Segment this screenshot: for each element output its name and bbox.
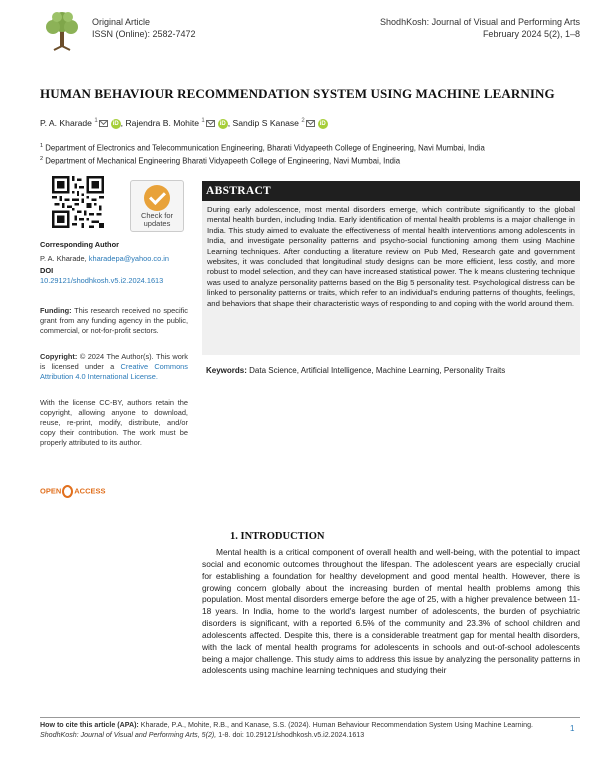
open-access-badge: OPEN ACCESS bbox=[40, 485, 106, 498]
footer-divider bbox=[40, 717, 580, 718]
page-header bbox=[40, 8, 580, 52]
issue-info: February 2024 5(2), 1–8 bbox=[482, 29, 580, 39]
author-name: Rajendra B. Mohite bbox=[125, 118, 200, 128]
author-name: Sandip S Kanase bbox=[232, 118, 299, 128]
abstract-box bbox=[202, 181, 580, 355]
license-link[interactable]: Creative Commons Attribution 4.0 International License. bbox=[40, 362, 188, 381]
corresponding-author: Corresponding Author P. A. Kharade, kharadepa@yahoo.co.in bbox=[40, 240, 170, 263]
doi-block: DOI 10.29121/shodhkosh.v5.i2.2024.1613 bbox=[40, 266, 188, 286]
email-icon[interactable] bbox=[206, 120, 215, 127]
abstract-text: During early adolescence, most mental disorders emerge, which contribute significantly to the global mental health burden, including India. Early identification of mental health problems is a major challenge in India. This study aimed to evaluate the effectiveness of mental health interventions among adolescents in India, and investigate personality patterns and psycho-social functioning among them using Machine Learning techniques. After conducting a literature review on Pub Med, Research gate and government websites, it was concluded that longitudinal study designs can be more efficient, less costly, and more robust to model selection, and they can have increased statistical power. The k means clustering technique was used to analyze personality patterns based on the Big 5 personality test. Psychological distress can be linked to personality patterns or traits, which refer to an individual's enduring patterns of thoughts, feelings, and behaviors that shape their characteristic ways of responding to and coping with the world around them. bbox=[207, 205, 575, 308]
header-left bbox=[92, 16, 196, 40]
license-statement: With the license CC-BY, authors retain the copyright, allowing anyone to download, reuse, re-print, modify, distribute, and/or copy their contribution. The work must be properly attributed to its author. bbox=[40, 398, 188, 447]
email-icon[interactable] bbox=[99, 120, 108, 127]
affiliations bbox=[40, 141, 485, 166]
check-for-updates-badge[interactable]: Check for updates bbox=[130, 180, 184, 232]
author-list: P. A. Kharade $^1$ iD , Rajendra B. Mohite $^1$ iD , Sandip S Kanase $^2$ iD bbox=[40, 118, 326, 128]
article-type: Original Article bbox=[92, 17, 151, 27]
introduction-text: Mental health is a critical component of overall health and well-being, with the potential to impact social and economic outcomes throughout the lifespan. The adolescent years are especially crucial for establishing a foundation for healthy development and good mental health. However, there is growing concern globally about the increasing burden of mental health problems among this population. Most mental disorders emerge before the age of 25, with a higher prevalence between 11-18 years. In India, home to the world's largest number of adolescents, the burden of psychiatric disorders is significant, with a reported 6.5% of the community and 23.3% of school children and adolescents affected. Despite this, there is a considerable treatment gap for mental health disorders, with the lack of mental health programs for adolescents in schools and out-of-school adolescents being a major challenge. This study aims to address this issue by analyzing the personality patterns in adolescents using machine learning techniques and studying their bbox=[202, 547, 580, 676]
section-heading-introduction: 1. INTRODUCTION bbox=[230, 531, 325, 542]
copyright-statement: Copyright: © 2024 The Author(s). This work is licensed under a Creative Commons Attribution 4.0 International License. bbox=[40, 352, 188, 381]
orcid-icon[interactable]: iD bbox=[319, 120, 326, 127]
journal-tree-logo-icon bbox=[40, 8, 84, 52]
funding-statement: Funding: This research received no specific grant from any funding agency in the public, commercial, or not-for-profit sectors. bbox=[40, 306, 188, 335]
qr-code-icon[interactable] bbox=[52, 176, 104, 228]
doi-link[interactable]: 10.29121/shodhkosh.v5.i2.2024.1613 bbox=[40, 276, 164, 285]
author-name: P. A. Kharade bbox=[40, 118, 92, 128]
abstract-heading: ABSTRACT bbox=[202, 181, 580, 201]
checkmark-icon bbox=[144, 185, 170, 211]
open-access-lock-icon bbox=[62, 485, 73, 498]
issn: ISSN (Online): 2582-7472 bbox=[92, 29, 196, 39]
paper-title: HUMAN BEHAVIOUR RECOMMENDATION SYSTEM USING MACHINE LEARNING bbox=[40, 86, 555, 101]
affiliation-item: $^2$ Department of Mechanical Engineering Bharati Vidyapeeth College of Engineering, Navi Mumbai, India bbox=[40, 155, 401, 166]
orcid-icon[interactable]: iD bbox=[112, 120, 119, 127]
header-right bbox=[380, 16, 580, 40]
page-number: 1 bbox=[570, 724, 575, 733]
citation-footer: How to cite this article (APA): Kharade, P.A., Mohite, R.B., and Kanase, S.S. (2024). Human Behaviour Recommendation System Using Machine Learning. ShodhKosh: Journal of Visual and Performing Arts, 5(2), 1-8. doi: 10.29121/shodhkosh.v5.i2.2024.1613 bbox=[40, 721, 533, 739]
affiliation-item: $^1$ Department of Electronics and Telecommunication Engineering, Bharati Vidyapeeth College of Engineering, Navi Mumbai, India bbox=[40, 143, 485, 153]
orcid-icon[interactable]: iD bbox=[219, 120, 226, 127]
author-email-link[interactable]: kharadepa@yahoo.co.in bbox=[88, 254, 170, 263]
journal-name: ShodhKosh: Journal of Visual and Performing Arts bbox=[380, 17, 580, 27]
email-icon[interactable] bbox=[306, 120, 315, 127]
keywords: Keywords: Data Science, Artificial Intelligence, Machine Learning, Personality Traits bbox=[206, 366, 506, 375]
